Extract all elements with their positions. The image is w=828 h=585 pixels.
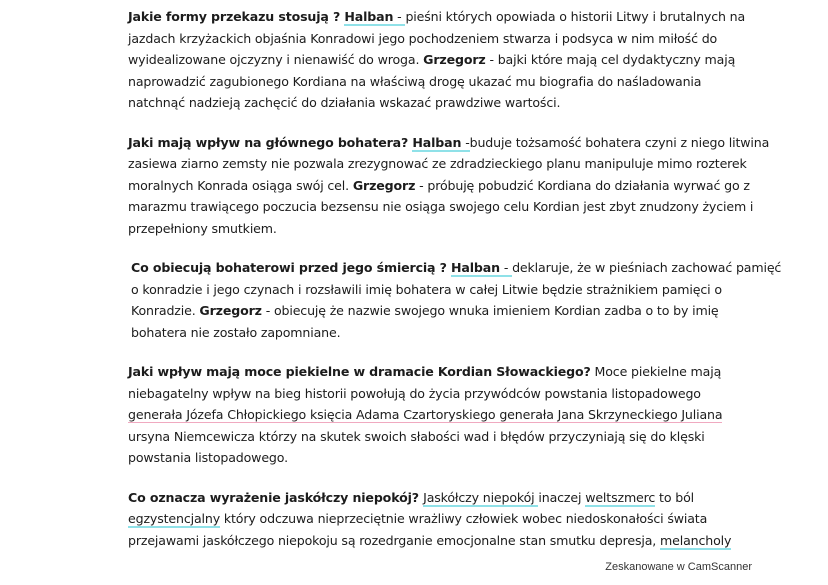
text-run: wyidealizowane ojczyzny i nienawiść do wroga. (128, 52, 424, 67)
text-line (128, 530, 732, 552)
paragraph (128, 6, 746, 114)
text-run: moralnych Konrada osiąga swój cel. (128, 177, 353, 193)
text-line (128, 426, 713, 448)
bold-text: Co oznacza wyrażenie jaskółczy niepokój? (128, 489, 424, 505)
text-run: bohatera nie zostało zapomniane. (131, 324, 341, 340)
text-run: deklaruje, że w pieśniach zachować pamięć (512, 260, 782, 275)
text-run: zasiewa ziarno zemsty nie pozwala zrezygnować ze zdradzieckiego planu manipuluje mimo rozterek (128, 156, 747, 171)
text-line (131, 300, 719, 322)
bold-text: Grzegorz (423, 52, 486, 67)
text-run: niebagatelny wpływ na bieg historii powołują do życia przywódców powstania listopadowego (128, 385, 701, 401)
text-line (128, 153, 747, 175)
text-line (128, 487, 713, 509)
text-line (128, 92, 713, 114)
paragraph (128, 487, 732, 552)
bold-text: Grzegorz (199, 303, 262, 318)
paragraph (128, 361, 723, 469)
text-run: - próbuję pobudzić Kordiana do działania wyrwać go z (415, 177, 750, 193)
text-line (128, 132, 770, 154)
paragraph (131, 257, 782, 343)
text-run: ursyna Niemcewicza którzy na skutek swoich słabości wad i błędów przyczyniają się do klęski (128, 428, 705, 444)
text-run: weltszmerc (585, 489, 656, 505)
text-line (128, 361, 722, 383)
bold-text: Co obiecują bohaterowi przed jego śmiercią ? (131, 260, 452, 275)
text-line (128, 6, 746, 28)
text-line (128, 28, 718, 50)
text-run: inaczej (538, 489, 586, 505)
text-run: powstania listopadowego. (128, 450, 288, 465)
text-run: egzystencjalny (128, 511, 221, 526)
bold-text: Grzegorz (352, 177, 416, 193)
paragraph (128, 132, 770, 240)
text-run: - obiecuję że nazwie swojego wnuka imieniem Kordian zadba o to by imię (261, 303, 719, 318)
text-line (131, 279, 722, 301)
text-line (128, 71, 713, 93)
text-run: - (499, 260, 513, 275)
text-run: melancholy (660, 532, 732, 548)
text-run: marazmu trawiącego poczucia bezsensu nie osiąga swojego celu Kordian jest zbyt znudzony życiem i (128, 199, 754, 214)
text-run: Moce piekielne mają (590, 364, 722, 379)
text-run: naprowadzić zagubionego Kordiana na właściwą drogę ukazać mu biografia do naśladowania (128, 73, 702, 89)
text-line (128, 175, 750, 197)
text-run: - (461, 134, 470, 150)
text-run: buduje tożsamość bohatera czyni z niego litwina (469, 134, 770, 150)
text-run: natchnąć nadzieją zachęcić do działania wskazać prawdziwe wartości. (128, 95, 561, 110)
text-run: Konradzie. (131, 303, 200, 318)
bold-text: Jakie formy przekazu stosują ? (128, 9, 345, 24)
text-run: generała Józefa Chłopickiego księcia Adama Czartoryskiego generała Jana Skrzyneckiego Juliana (128, 407, 723, 422)
bold-text: Jaki wpływ mają moce piekielne w dramacie Kordian Słowackiego? (128, 364, 591, 379)
bold-text: Halban (412, 134, 462, 150)
text-line (128, 218, 713, 240)
text-run: to ból (655, 489, 694, 505)
text-run: o konradzie i jego czynach i rozsławili imię bohatera w całej Litwie będzie strażnikiem pamięci o (131, 281, 722, 297)
text-line (128, 404, 723, 426)
bold-text: Jaki mają wpływ na głównego bohatera? (128, 134, 413, 150)
text-run: przejawami jaskółczego niepokoju są rozedrganie emocjonalne stan smutku depresja, (128, 532, 661, 548)
text-run: przepełniony smutkiem. (128, 220, 277, 236)
camscanner-footer: Zeskanowane w CamScanner (605, 561, 752, 573)
text-line (131, 322, 713, 344)
text-line (128, 383, 713, 405)
text-run: Jaskółczy niepokój (423, 489, 539, 505)
text-run: który odczuwa nieprzeciętnie wrażliwy człowiek wobec niedoskonałości świata (220, 511, 708, 526)
bold-text: Halban (344, 9, 394, 24)
text-run: jazdach krzyżackich objaśnia Konradowi jego pochodzeniem stwarza i podsyca w nim miłość do (128, 30, 718, 46)
text-line (128, 49, 736, 71)
text-line (131, 257, 782, 279)
text-line (128, 508, 713, 530)
text-run: - bajki które mają cel dydaktyczny mają (485, 52, 736, 67)
bold-text: Halban (451, 260, 500, 275)
text-run: pieśni których opowiada o historii Litwy i brutalnych na (405, 9, 746, 24)
text-line (128, 196, 754, 218)
text-run: - (393, 9, 406, 24)
text-line (128, 447, 713, 469)
